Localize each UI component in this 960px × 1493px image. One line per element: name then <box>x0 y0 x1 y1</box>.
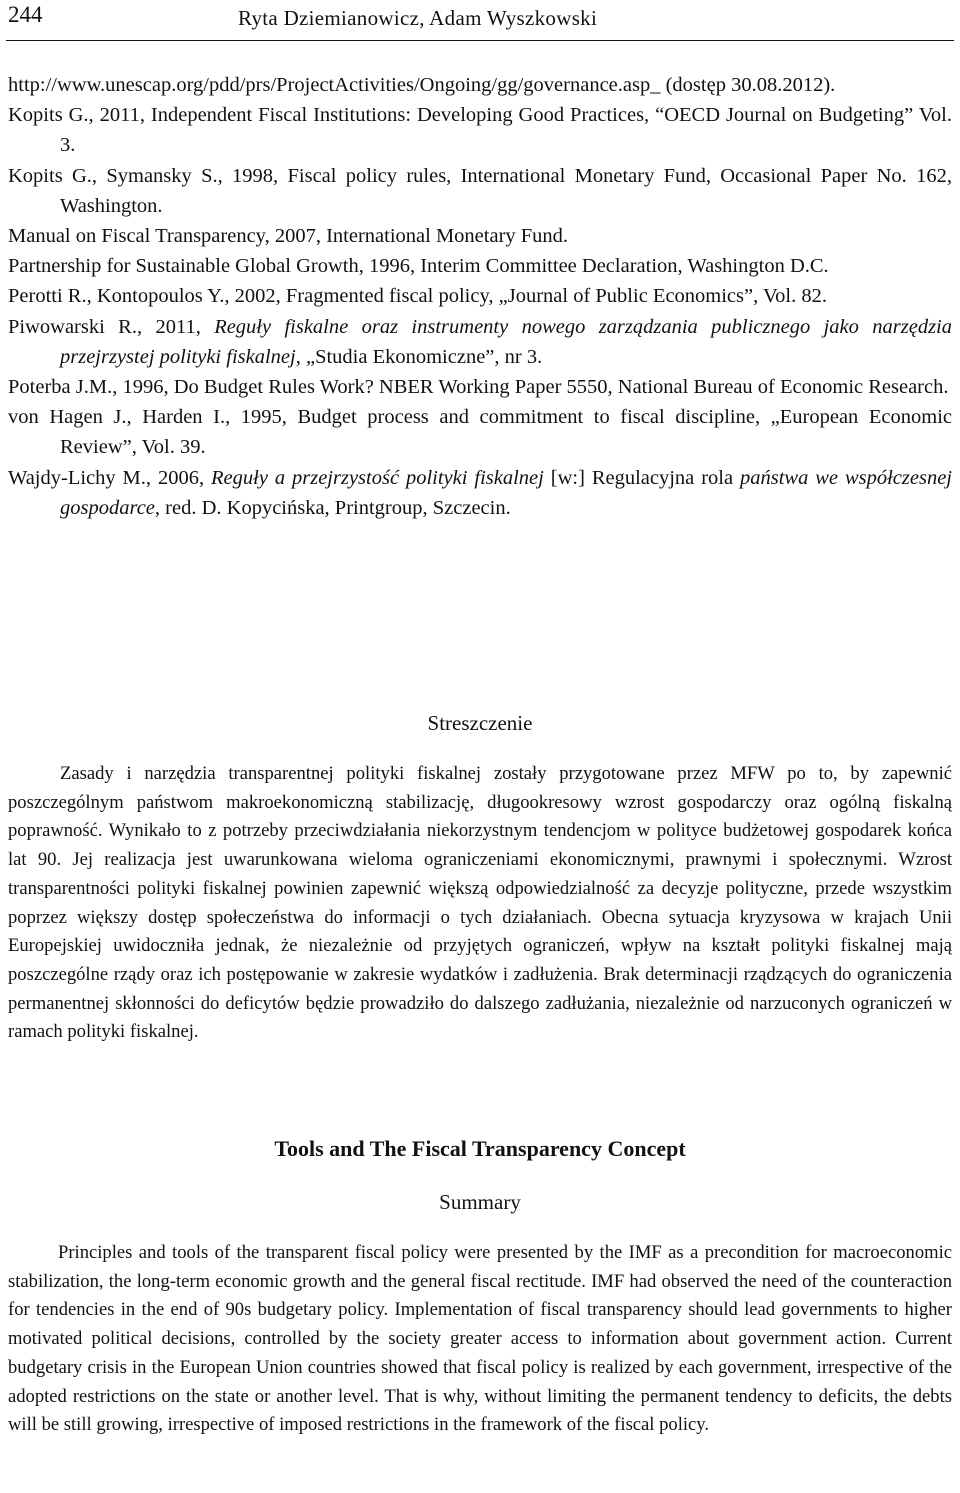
reference-title-italic: państwa we współczesnej gospodarce <box>60 466 952 519</box>
reference-entry <box>8 161 952 221</box>
reference-title-italic: Reguły a przejrzystość polityki fiskalnej <box>211 466 544 489</box>
reference-text: Perotti R., Kontopoulos Y., 2002, Fragmented fiscal policy, „Journal of Public Economics”, Vol. 82. <box>8 285 827 308</box>
reference-entry <box>8 402 952 462</box>
reference-text: , red. D. Kopycińska, Printgroup, Szczecin. <box>154 496 511 519</box>
reference-text: Kopits G., Symansky S., 1998, Fiscal policy rules, International Monetary Fund, Occasional Paper No. 162, Washington. <box>8 164 952 217</box>
reference-text: Kopits G., 2011, Independent Fiscal Institutions: Developing Good Practices, “OECD Journal on Budgeting” Vol. 3. <box>8 104 952 157</box>
reference-entry <box>8 251 952 281</box>
summary-text-en: Principles and tools of the transparent fiscal policy were presented by the IMF as a precondition for macroeconomic stabilization, the long-term economic growth and the general fiscal rectitude. IMF had observed the need of the counteraction for tendencies in the end of 90s budgetary policy. Implementation of fiscal transparency should lead governments to higher motivated political decisions, controlled by the society greater access to information about government action. Current budgetary crisis in the European Union countries showed that fiscal policy is realized by each government, irrespective of the adopted restrictions on the state or another level. That is why, without limiting the permanent tendency to deficits, the debts will be still growing, irrespective of imposed restrictions in the framework of the fiscal policy. <box>8 1242 952 1436</box>
reference-text: [w:] Regulacyjna rola <box>543 466 740 489</box>
reference-text: , „Studia Ekonomiczne”, nr 3. <box>295 345 543 368</box>
abstract-text-pl: Zasady i narzędzia transparentnej polityki fiskalnej zostały przygotowane przez MFW po to, by zapewnić poszczególnym państwom makroekonomiczną stabilizację, długookresowy wzrost gospodarczy oraz ogólną fiskalną poprawność. Wynikało to z potrzeby przeciwdziałania niekorzystnym tendencjom w polityce budżetowej gospodarek końca lat 90. Jej realizacja jest uwarunkowana wieloma ograniczeniami ekonomicznymi, prawnymi i społecznymi. Wzrost transparentności polityki fiskalnej powinien zapewnić większą odpowiedzialność za decyzje polityczne, przede wszystkim poprzez większy dostęp społeczeństwa do informacji o tych działaniach. Obecna sytuacja kryzysowa w krajach Unii Europejskiej uwidoczniła jednak, że niezależnie od przyjętych ograniczeń, wpływ na kształt polityki fiskalnej mają poszczególne rządy oraz ich postępowanie w zakresie wydatków i zadłużenia. Brak determinacji rządzących do ograniczenia permanentnej skłonności do deficytów będzie prowadziło do dalszego zadłużania, niezależnie od narzuconych ograniczeń w ramach polityki fiskalnej. <box>8 763 952 1043</box>
running-header <box>6 0 954 41</box>
reference-text: Poterba J.M., 1996, Do Budget Rules Work? NBER Working Paper 5550, National Bureau of Economic Research. <box>8 376 949 399</box>
reference-text: http://www.unescap.org/pdd/prs/ProjectActivities/Ongoing/gg/governance.asp_ (dostęp 30.08.2012). <box>8 74 836 96</box>
reference-text: Wajdy-Lichy M., 2006, <box>8 466 211 489</box>
reference-entry <box>8 463 952 523</box>
reference-entry <box>8 372 952 402</box>
reference-entry <box>8 100 952 160</box>
reference-entry <box>8 281 952 311</box>
reference-text: von Hagen J., Harden I., 1995, Budget process and commitment to fiscal discipline, „European Economic Review”, Vol. 39. <box>8 406 952 459</box>
running-head-authors: Ryta Dziemianowicz, Adam Wyszkowski <box>238 6 598 30</box>
reference-text: Manual on Fiscal Transparency, 2007, International Monetary Fund. <box>8 225 569 248</box>
summary-heading-en: Summary <box>439 1190 521 1214</box>
reference-text: Piwowarski R., 2011, <box>8 315 215 338</box>
english-title: Tools and The Fiscal Transparency Concept <box>274 1136 686 1161</box>
reference-title-italic: Reguły fiskalne oraz instrumenty nowego zarządzania publicznego jako narzędzia przejrzystej polityki fiskalnej <box>60 315 952 368</box>
reference-list <box>8 70 952 523</box>
abstract-heading-pl: Streszczenie <box>427 711 533 735</box>
reference-entry <box>8 70 952 100</box>
reference-text: Partnership for Sustainable Global Growth, 1996, Interim Committee Declaration, Washington D.C. <box>8 255 829 278</box>
reference-entry <box>8 221 952 251</box>
page-number: 244 <box>8 2 43 27</box>
reference-entry <box>8 312 952 372</box>
